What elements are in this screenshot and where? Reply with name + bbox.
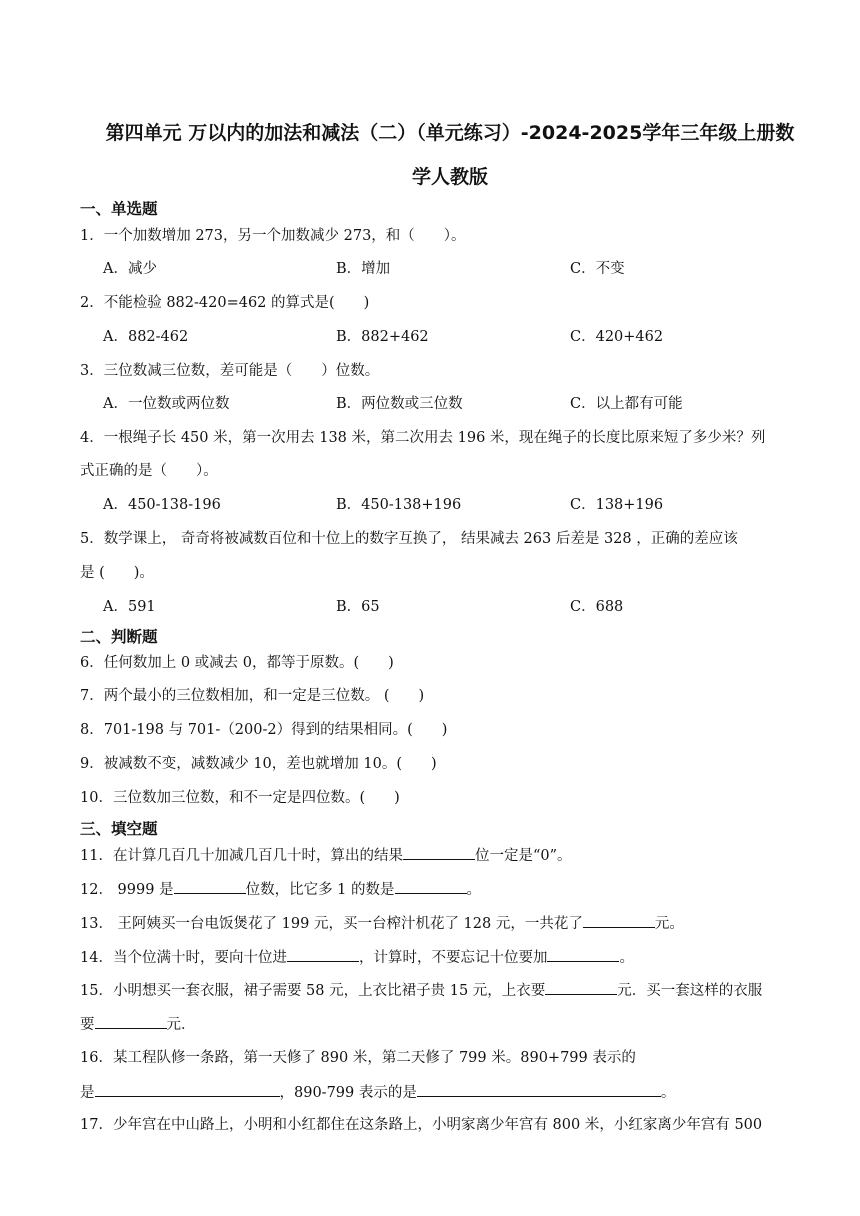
page-title-line1: 第四单元 万以内的加法和减法（二）（单元练习）-2024-2025学年三年级上册数: [105, 122, 795, 144]
question-10: 10．三位数加三位数，和不一定是四位数。( ): [80, 790, 400, 806]
q15-text-4: 元．: [166, 1017, 196, 1033]
answer-blank: [403, 845, 475, 860]
question-4-line1: 4．一根绳子长 450 米，第一次用去 138 米，第二次用去 196 米，现在绳子的长度比原来短了多少米？列: [80, 430, 766, 446]
q12-text-1: 12． 9999 是: [80, 882, 174, 898]
section-heading-single-choice: 一、单选题: [80, 200, 158, 218]
q3-option-b: B．两位数或三位数: [336, 396, 463, 412]
q16-text-2: ，890-799 表示的是: [279, 1085, 417, 1101]
q15-text-2: 元．买一套这样的衣服: [617, 983, 763, 999]
answer-blank: [95, 1014, 167, 1029]
q4-option-c: C．138+196: [570, 497, 664, 513]
answer-blank: [174, 879, 246, 894]
question-9: 9．被减数不变，减数减少 10，差也就增加 10。( ): [80, 756, 437, 772]
answer-blank: [395, 879, 467, 894]
question-3: 3．三位数减三位数，差可能是（ ）位数。: [80, 363, 380, 379]
q2-option-c: C．420+462: [570, 329, 664, 345]
q2-option-a: A．882-462: [103, 329, 189, 345]
q12-text-3: 。: [466, 882, 482, 898]
question-7: 7．两个最小的三位数相加，和一定是三位数。 ( ): [80, 688, 425, 704]
q14-text-2: ，计算时，不要忘记十位要加: [358, 950, 548, 966]
q15-text-3: 要: [80, 1017, 95, 1033]
answer-blank: [95, 1082, 280, 1097]
q5-option-b: B．65: [336, 599, 380, 615]
answer-blank: [545, 980, 617, 995]
q16-text-1: 是: [80, 1085, 95, 1101]
q4-option-b: B．450-138+196: [336, 497, 462, 513]
question-12: [80, 879, 481, 900]
q13-text-1: 13． 王阿姨买一台电饭煲花了 199 元，买一台榨汁机花了 128 元，一共花了: [80, 916, 583, 932]
question-5-line1: 5．数学课上， 奇奇将被减数百位和十位上的数字互换了， 结果减去 263 后差是 328 ，正确的差应该: [80, 531, 738, 547]
q14-text-3: 。: [619, 950, 634, 966]
question-1: 1．一个加数增加 273，另一个加数减少 273，和（ ）。: [80, 228, 466, 244]
q1-option-c: C．不变: [570, 261, 625, 277]
q14-text-1: 14．当个位满十时，要向十位进: [80, 950, 287, 966]
q11-text-1: 11．在计算几百几十加减几百几十时，算出的结果: [80, 848, 403, 864]
q1-option-b: B．增加: [336, 261, 391, 277]
answer-blank: [547, 947, 619, 962]
question-8: 8．701-198 与 701-（200-2）得到的结果相同。( ): [80, 722, 448, 738]
question-6: 6．任何数加上 0 或减去 0，都等于原数。( ): [80, 655, 394, 671]
question-17: 17．少年宫在中山路上，小明和小红都住在这条路上，小明家离少年宫有 800 米，小红家离少年宫有 500: [80, 1117, 763, 1133]
question-15-line1: [80, 980, 762, 1001]
section-heading-fill-blank: 三、填空题: [80, 820, 158, 838]
q15-text-1: 15．小明想买一套衣服，裙子需要 58 元，上衣比裙子贵 15 元，上衣要: [80, 983, 546, 999]
section-heading-true-false: 二、判断题: [80, 628, 158, 646]
q12-text-2: 位数，比它多 1 的数是: [245, 882, 395, 898]
q3-option-a: A．一位数或两位数: [103, 396, 230, 412]
answer-blank: [583, 913, 655, 928]
q1-option-a: A．减少: [103, 261, 157, 277]
q5-option-c: C．688: [570, 599, 624, 615]
q11-text-2: 位一定是“0”。: [474, 848, 572, 864]
question-13: [80, 913, 684, 934]
q5-option-a: A．591: [103, 599, 156, 615]
question-14: [80, 947, 634, 968]
answer-blank: [287, 947, 359, 962]
question-11: [80, 845, 572, 866]
q2-option-b: B．882+462: [336, 329, 429, 345]
page-title-line2: 学人教版: [411, 166, 488, 188]
question-5-line2: 是 ( )。: [80, 565, 154, 581]
question-4-line2: 式正确的是（ ）。: [80, 463, 218, 479]
q13-text-2: 元。: [654, 916, 684, 932]
q4-option-a: A．450-138-196: [103, 497, 221, 513]
answer-blank: [417, 1082, 661, 1097]
question-2: 2．不能检验 882-420=462 的算式是( ): [80, 295, 370, 311]
q3-option-c: C．以上都有可能: [570, 396, 683, 412]
question-15-line2: [80, 1014, 196, 1035]
question-16-line2: [80, 1082, 675, 1103]
q16-text-3: 。: [660, 1085, 676, 1101]
question-16-line1: 16．某工程队修一条路，第一天修了 890 米，第二天修了 799 米。890+799 表示的: [80, 1050, 636, 1066]
